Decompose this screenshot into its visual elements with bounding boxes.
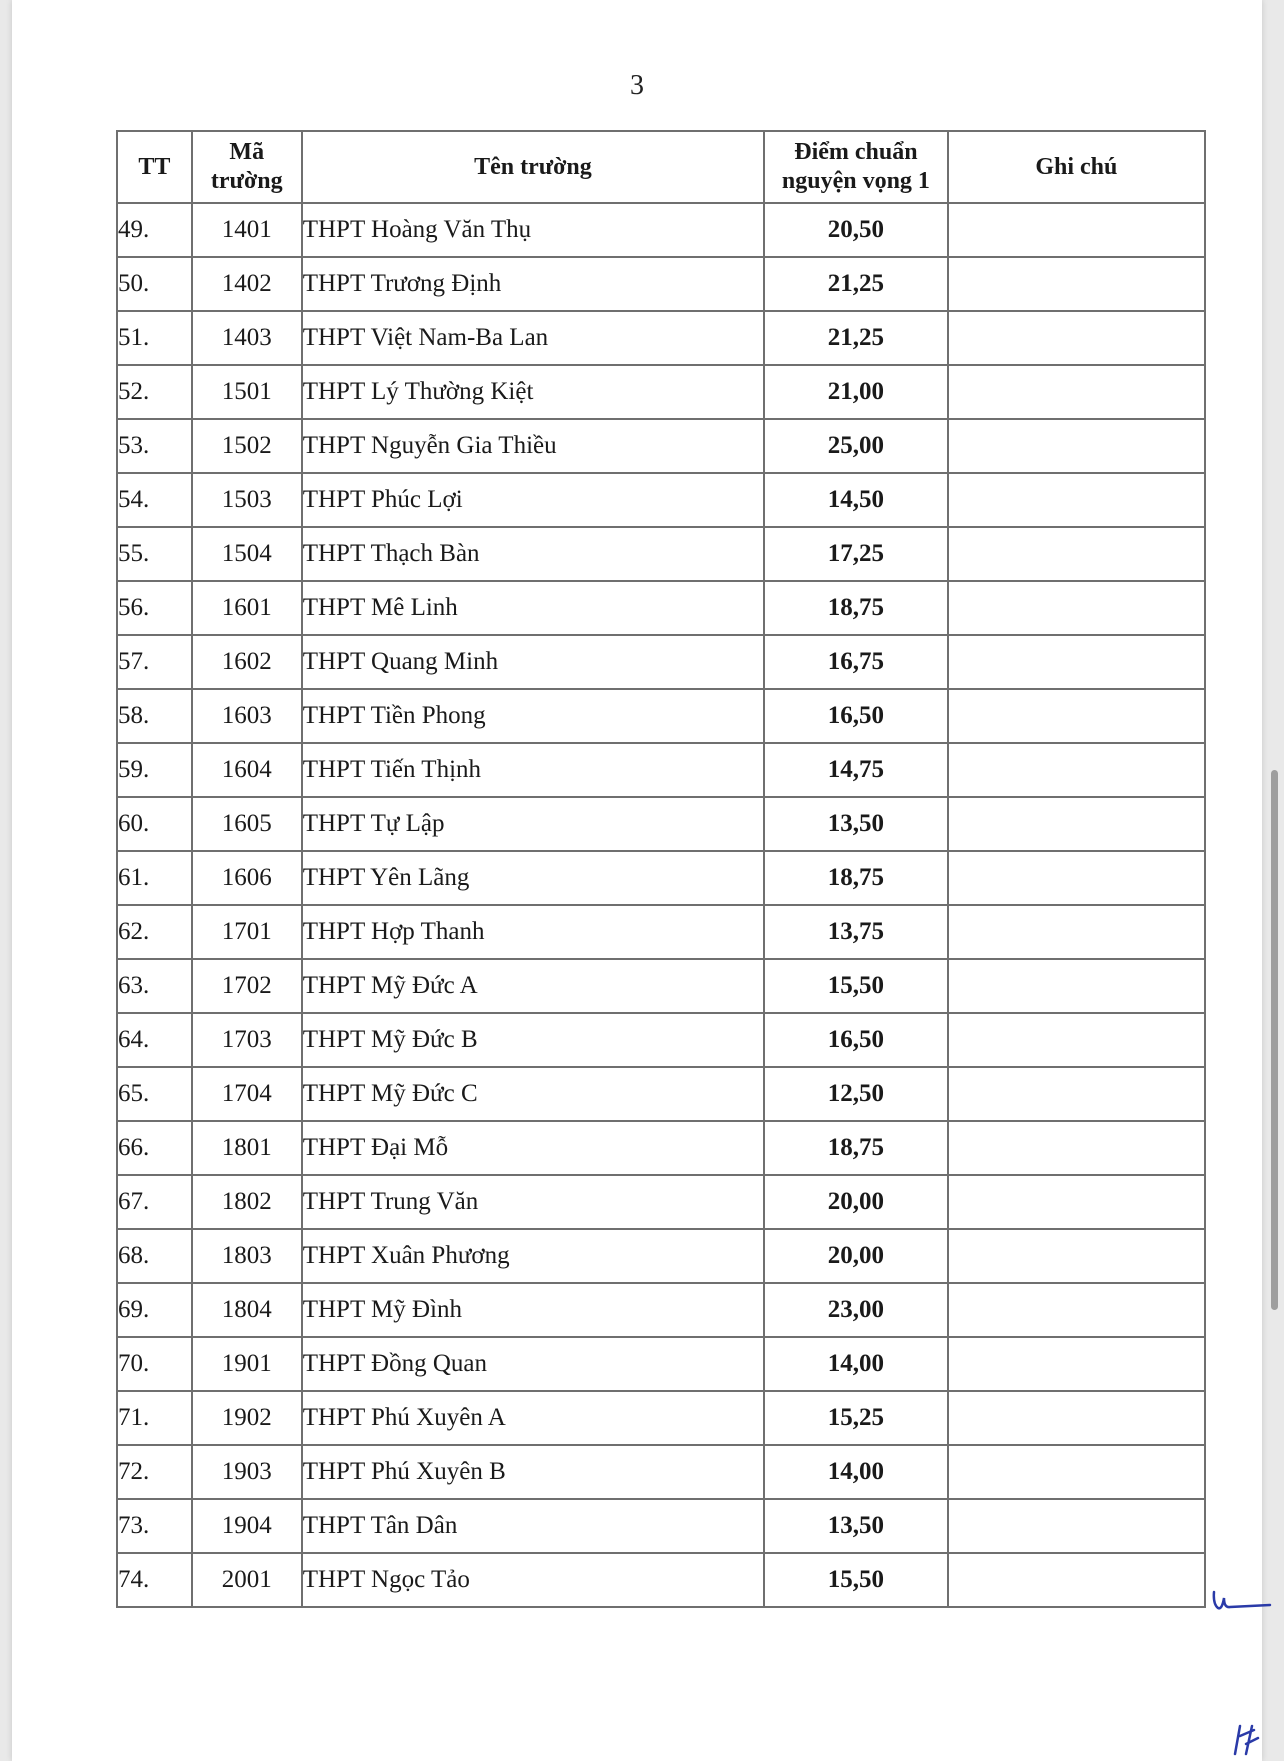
signature-initial (1210, 1588, 1274, 1614)
table-row (117, 1445, 1205, 1499)
cutoff-score: 20,00 (764, 1229, 948, 1283)
table-row (117, 1283, 1205, 1337)
table-row (117, 1175, 1205, 1229)
row-index: 73. (117, 1499, 192, 1553)
cutoff-score: 21,25 (764, 311, 948, 365)
note (948, 1337, 1205, 1391)
table-row (117, 959, 1205, 1013)
row-index: 63. (117, 959, 192, 1013)
school-code: 1602 (192, 635, 302, 689)
note (948, 689, 1205, 743)
table-row (117, 419, 1205, 473)
header-score (764, 131, 948, 203)
note (948, 581, 1205, 635)
school-code: 1901 (192, 1337, 302, 1391)
school-code: 1702 (192, 959, 302, 1013)
note (948, 365, 1205, 419)
cutoff-score: 16,75 (764, 635, 948, 689)
school-name: THPT Mỹ Đức A (302, 959, 764, 1013)
row-index: 67. (117, 1175, 192, 1229)
cutoff-score: 15,25 (764, 1391, 948, 1445)
row-index: 58. (117, 689, 192, 743)
table-header-row (117, 131, 1205, 203)
school-name: THPT Phú Xuyên A (302, 1391, 764, 1445)
note (948, 1283, 1205, 1337)
header-tt: TT (117, 131, 192, 203)
row-index: 71. (117, 1391, 192, 1445)
school-name: THPT Hợp Thanh (302, 905, 764, 959)
cutoff-score: 12,50 (764, 1067, 948, 1121)
school-code: 1701 (192, 905, 302, 959)
school-name: THPT Mỹ Đức B (302, 1013, 764, 1067)
school-code: 1804 (192, 1283, 302, 1337)
row-index: 66. (117, 1121, 192, 1175)
header-school-name: Tên trường (302, 131, 764, 203)
school-code: 1903 (192, 1445, 302, 1499)
cutoff-score: 18,75 (764, 1121, 948, 1175)
cutoff-score: 20,00 (764, 1175, 948, 1229)
header-score-line2: nguyện vọng 1 (781, 168, 930, 194)
row-index: 56. (117, 581, 192, 635)
school-name: THPT Tiền Phong (302, 689, 764, 743)
school-name: THPT Tự Lập (302, 797, 764, 851)
school-code: 1704 (192, 1067, 302, 1121)
cutoff-score: 21,25 (764, 257, 948, 311)
signature-initial (1232, 1722, 1262, 1758)
school-name: THPT Quang Minh (302, 635, 764, 689)
school-name: THPT Xuân Phương (302, 1229, 764, 1283)
note (948, 743, 1205, 797)
row-index: 54. (117, 473, 192, 527)
table-row (117, 581, 1205, 635)
table-row (117, 203, 1205, 257)
cutoff-score: 15,50 (764, 1553, 948, 1607)
table-row (117, 1499, 1205, 1553)
cutoff-score: 14,75 (764, 743, 948, 797)
note (948, 959, 1205, 1013)
cutoff-score: 16,50 (764, 689, 948, 743)
table-row (117, 905, 1205, 959)
table-row (117, 851, 1205, 905)
school-code: 1604 (192, 743, 302, 797)
school-name: THPT Tiến Thịnh (302, 743, 764, 797)
cutoff-score: 13,75 (764, 905, 948, 959)
row-index: 57. (117, 635, 192, 689)
school-name: THPT Ngọc Tảo (302, 1553, 764, 1607)
cutoff-score: 25,00 (764, 419, 948, 473)
table-row (117, 527, 1205, 581)
school-name: THPT Phú Xuyên B (302, 1445, 764, 1499)
note (948, 473, 1205, 527)
cutoff-score: 14,50 (764, 473, 948, 527)
row-index: 69. (117, 1283, 192, 1337)
table-row (117, 473, 1205, 527)
table-row (117, 1553, 1205, 1607)
cutoff-score: 14,00 (764, 1337, 948, 1391)
school-name: THPT Yên Lãng (302, 851, 764, 905)
school-code: 1603 (192, 689, 302, 743)
school-code: 1902 (192, 1391, 302, 1445)
row-index: 61. (117, 851, 192, 905)
table-row (117, 1121, 1205, 1175)
cutoff-score: 21,00 (764, 365, 948, 419)
cutoff-score: 17,25 (764, 527, 948, 581)
school-code: 1401 (192, 203, 302, 257)
school-name: THPT Lý Thường Kiệt (302, 365, 764, 419)
table-row (117, 1391, 1205, 1445)
header-school-code-line2: trường (210, 168, 283, 194)
school-code: 1802 (192, 1175, 302, 1229)
table-row (117, 797, 1205, 851)
row-index: 49. (117, 203, 192, 257)
cutoff-score: 23,00 (764, 1283, 948, 1337)
table-row (117, 311, 1205, 365)
school-name: THPT Việt Nam-Ba Lan (302, 311, 764, 365)
table-row (117, 1013, 1205, 1067)
header-school-code-line1: Mã (229, 139, 265, 165)
admission-scores-table (116, 130, 1206, 1608)
note (948, 851, 1205, 905)
note (948, 1553, 1205, 1607)
school-name: THPT Phúc Lợi (302, 473, 764, 527)
table-row (117, 689, 1205, 743)
cutoff-score: 18,75 (764, 581, 948, 635)
row-index: 52. (117, 365, 192, 419)
row-index: 51. (117, 311, 192, 365)
school-name: THPT Mê Linh (302, 581, 764, 635)
row-index: 70. (117, 1337, 192, 1391)
note (948, 203, 1205, 257)
school-code: 1504 (192, 527, 302, 581)
cutoff-score: 18,75 (764, 851, 948, 905)
school-code: 1801 (192, 1121, 302, 1175)
table-row (117, 1229, 1205, 1283)
school-code: 1402 (192, 257, 302, 311)
school-name: THPT Nguyễn Gia Thiều (302, 419, 764, 473)
note (948, 419, 1205, 473)
table-row (117, 365, 1205, 419)
school-code: 1703 (192, 1013, 302, 1067)
row-index: 74. (117, 1553, 192, 1607)
school-code: 1403 (192, 311, 302, 365)
row-index: 65. (117, 1067, 192, 1121)
row-index: 72. (117, 1445, 192, 1499)
note (948, 797, 1205, 851)
table-row (117, 1067, 1205, 1121)
row-index: 50. (117, 257, 192, 311)
row-index: 64. (117, 1013, 192, 1067)
row-index: 68. (117, 1229, 192, 1283)
note (948, 1013, 1205, 1067)
header-score-line1: Điểm chuẩn (794, 139, 918, 165)
row-index: 55. (117, 527, 192, 581)
row-index: 59. (117, 743, 192, 797)
school-name: THPT Đồng Quan (302, 1337, 764, 1391)
school-name: THPT Tân Dân (302, 1499, 764, 1553)
school-code: 1803 (192, 1229, 302, 1283)
note (948, 1445, 1205, 1499)
school-name: THPT Đại Mỗ (302, 1121, 764, 1175)
document-page (12, 0, 1262, 1761)
school-name: THPT Thạch Bàn (302, 527, 764, 581)
note (948, 527, 1205, 581)
cutoff-score: 15,50 (764, 959, 948, 1013)
table-row (117, 635, 1205, 689)
cutoff-score: 13,50 (764, 1499, 948, 1553)
note (948, 635, 1205, 689)
note (948, 257, 1205, 311)
school-code: 1605 (192, 797, 302, 851)
row-index: 60. (117, 797, 192, 851)
school-code: 1503 (192, 473, 302, 527)
cutoff-score: 14,00 (764, 1445, 948, 1499)
cutoff-score: 13,50 (764, 797, 948, 851)
note (948, 1175, 1205, 1229)
school-name: THPT Trương Định (302, 257, 764, 311)
note (948, 1499, 1205, 1553)
school-name: THPT Mỹ Đức C (302, 1067, 764, 1121)
note (948, 905, 1205, 959)
note (948, 1121, 1205, 1175)
scrollbar[interactable] (1271, 770, 1278, 1310)
header-note: Ghi chú (948, 131, 1205, 203)
row-index: 62. (117, 905, 192, 959)
school-name: THPT Hoàng Văn Thụ (302, 203, 764, 257)
cutoff-score: 16,50 (764, 1013, 948, 1067)
school-code: 1502 (192, 419, 302, 473)
school-code: 2001 (192, 1553, 302, 1607)
header-school-code (192, 131, 302, 203)
table-row (117, 1337, 1205, 1391)
school-code: 1601 (192, 581, 302, 635)
school-code: 1904 (192, 1499, 302, 1553)
cutoff-score: 20,50 (764, 203, 948, 257)
note (948, 1391, 1205, 1445)
school-name: THPT Mỹ Đình (302, 1283, 764, 1337)
page-number: 3 (630, 70, 644, 101)
school-code: 1606 (192, 851, 302, 905)
row-index: 53. (117, 419, 192, 473)
school-code: 1501 (192, 365, 302, 419)
table-row (117, 257, 1205, 311)
school-name: THPT Trung Văn (302, 1175, 764, 1229)
table-row (117, 743, 1205, 797)
note (948, 311, 1205, 365)
note (948, 1229, 1205, 1283)
note (948, 1067, 1205, 1121)
